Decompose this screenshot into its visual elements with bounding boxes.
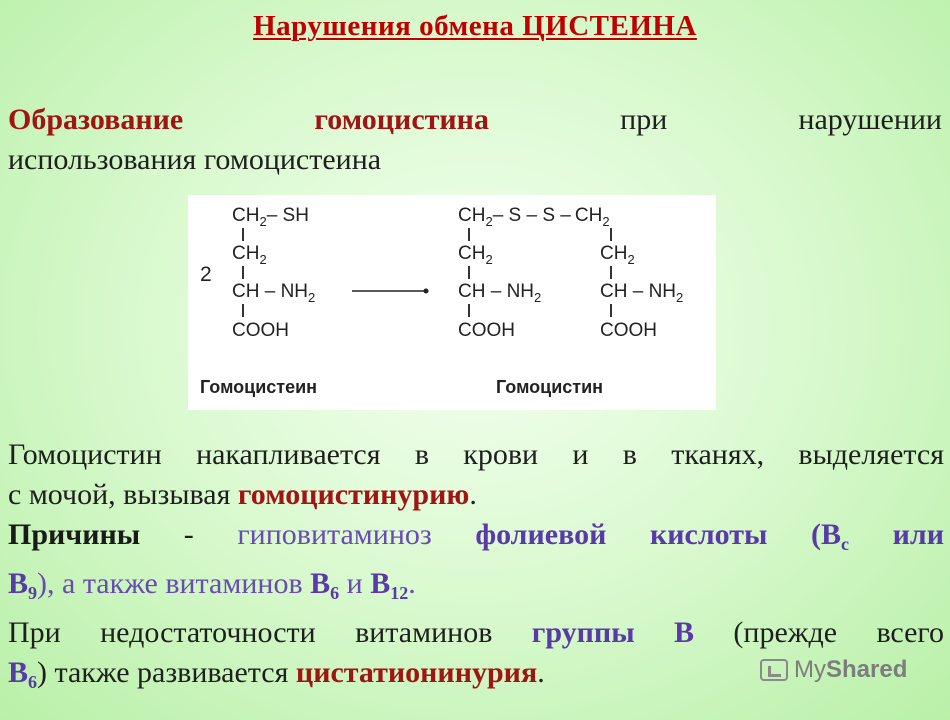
right-row1: $CH_2-$ S – S – $CH_2$ <box>458 205 610 229</box>
left-caption: Гомоцистеин <box>200 377 318 397</box>
homocystinuria-term: гомоцистинурию <box>237 478 470 511</box>
right-row4-b: COOH <box>600 320 657 341</box>
right-caption: Гомоцистин <box>496 377 604 397</box>
right-row4-a: COOH <box>458 320 515 341</box>
coefficient: 2 <box>200 263 212 286</box>
group-b-term: группы B <box>531 616 695 649</box>
intro-word-disorder: нарушении <box>798 103 942 136</box>
para1-line2: с мочой, вызывая гомоцистинурию. <box>8 478 477 511</box>
intro-text <box>8 100 942 180</box>
causes-label: Причины <box>8 518 141 551</box>
left-row1: $CH_2-$ SH <box>232 205 309 229</box>
right-row3-b: CH – $NH_2$ <box>600 281 684 305</box>
left-row2: $CH_2$ <box>232 243 267 267</box>
left-row4: COOH <box>232 320 289 341</box>
intro-word-homocystine: гомоцистина <box>314 103 489 136</box>
para2-line1: Причины - гиповитаминоз фолиевой кислоты ($B_c$ или <box>8 518 944 554</box>
intro-line2: использования гомоцистеина <box>8 143 382 176</box>
para3-line2: $B_6$) также развивается цистатионинурия. <box>8 656 545 692</box>
myshared-watermark: My Shared <box>760 656 907 684</box>
intro-word-at: при <box>620 103 668 136</box>
right-row2-a: $CH_2$ <box>458 243 493 267</box>
folic-acid-term: фолиевой кислоты ($B_c$ или <box>475 518 944 554</box>
reaction-diagram <box>188 195 716 410</box>
para1-line1: Гомоцистин накапливается в крови и в тканях, выделяется <box>8 438 944 471</box>
para3-line1: При недостаточности витаминов группы B (прежде всего <box>8 616 944 649</box>
left-row3: CH – $NH_2$ <box>232 281 316 305</box>
cystathioninuria-term: цистатионинурия <box>295 656 538 689</box>
para2-line2: $B_9$), а также витаминов $B_6$ и $B_{12}$. <box>8 567 416 603</box>
slide-title: Нарушения обмена ЦИСТЕИНА <box>253 10 697 42</box>
presentation-icon <box>760 659 788 681</box>
right-row2-b: $CH_2$ <box>600 243 635 267</box>
right-row3-a: CH – $NH_2$ <box>458 281 542 305</box>
intro-word-formation: Образование <box>8 103 184 136</box>
